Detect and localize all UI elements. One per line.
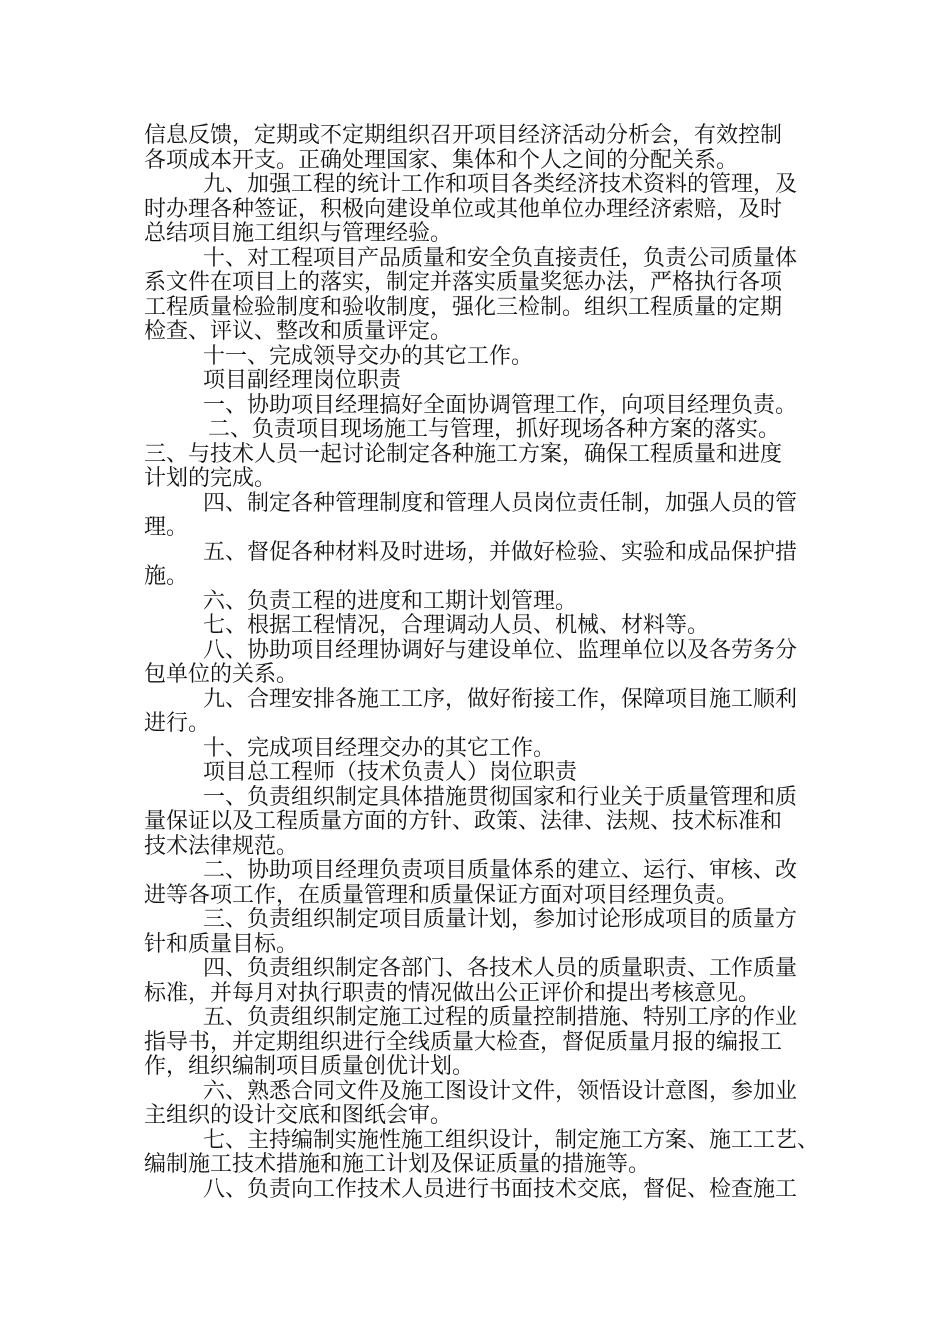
text-line: 九、加强工程的统计工作和项目各类经济技术资料的管理，及 — [203, 172, 798, 197]
text-line: 标准，并每月对执行职责的情况做出公正评价和提出考核意见。 — [144, 980, 761, 1006]
text-line: 理。 — [144, 515, 189, 540]
text-line: 五、负责组织制定施工过程的质量控制措施、特别工序的作业 — [203, 1005, 798, 1030]
text-line: 项目副经理岗位职责 — [203, 368, 402, 393]
text-line: 八、负责向工作技术人员进行书面技术交底，督促、检查施工 — [203, 1176, 798, 1202]
text-line: 工程质量检验制度和验收制度，强化三检制。组织工程质量的定期 — [144, 294, 783, 320]
text-line: 三、与技术人员一起讨论制定各种施工方案，确保工程质量和进度 — [144, 441, 783, 467]
text-line: 一、协助项目经理搞好全面协调管理工作，向项目经理负责。 — [203, 392, 798, 418]
text-line: 六、负责工程的进度和工期计划管理。 — [203, 588, 578, 614]
text-line: 十一、完成领导交办的其它工作。 — [203, 343, 534, 369]
text-line: 包单位的关系。 — [144, 662, 299, 687]
text-line: 二、负责项目现场施工与管理，抓好现场各种方案的落实。 — [208, 417, 781, 442]
text-line: 信息反馈，定期或不定期组织召开项目经济活动分析会，有效控制 — [144, 123, 783, 148]
text-line: 系文件在项目上的落实，制定并落实质量奖惩办法，严格执行各项 — [144, 270, 783, 295]
text-line: 施。 — [144, 564, 189, 589]
text-line: 十、完成项目经理交办的其它工作。 — [203, 735, 556, 761]
text-line: 作，组织编制项目质量创优计划。 — [144, 1054, 475, 1079]
text-line: 主组织的设计交底和图纸会审。 — [144, 1103, 453, 1128]
text-line: 编制施工技术措施和施工计划及保证质量的措施等。 — [144, 1152, 651, 1177]
text-line: 指导书，并定期组织进行全线质量大检查，督促质量月报的编报工 — [144, 1029, 783, 1055]
text-line: 四、制定各种管理制度和管理人员岗位责任制，加强人员的管 — [203, 490, 798, 516]
text-line: 七、根据工程情况，合理调动人员、机械、材料等。 — [203, 613, 710, 638]
text-line: 针和质量目标。 — [144, 931, 299, 957]
text-line: 五、督促各种材料及时进场，并做好检验、实验和成品保护措 — [203, 539, 798, 565]
text-line: 进行。 — [144, 711, 211, 736]
text-line: 量保证以及工程质量方面的方针、政策、法律、法规、技术标准和 — [144, 809, 783, 834]
text-line: 各项成本开支。正确处理国家、集体和个人之间的分配关系。 — [144, 147, 739, 173]
text-line: 总结项目施工组织与管理经验。 — [144, 221, 453, 246]
text-line: 计划的完成。 — [144, 466, 277, 491]
text-line: 六、熟悉合同文件及施工图设计文件，领悟设计意图，参加业 — [203, 1078, 798, 1104]
text-line: 十、对工程项目产品质量和安全负直接责任，负责公司质量体 — [203, 245, 798, 271]
text-line: 二、协助项目经理负责项目质量体系的建立、运行、审核、改 — [203, 858, 798, 883]
text-line: 七、主持编制实施性施工组织设计，制定施工方案、施工工艺、 — [203, 1127, 820, 1153]
text-line: 一、负责组织制定具体措施贯彻国家和行业关于质量管理和质 — [203, 784, 798, 810]
text-line: 三、负责组织制定项目质量计划，参加讨论形成项目的质量方 — [203, 907, 798, 932]
text-line: 项目总工程师（技术负责人）岗位职责 — [203, 760, 578, 785]
text-line: 八、协助项目经理协调好与建设单位、监理单位以及各劳务分 — [203, 637, 798, 663]
text-line: 进等各项工作，在质量管理和质量保证方面对项目经理负责。 — [144, 882, 739, 908]
text-line: 九、合理安排各施工工序，做好衔接工作，保障项目施工顺利 — [203, 686, 798, 712]
document-body — [144, 124, 828, 1202]
text-line: 四、负责组织制定各部门、各技术人员的质量职责、工作质量 — [203, 956, 798, 981]
text-line: 时办理各种签证，积极向建设单位或其他单位办理经济索赔，及时 — [144, 196, 783, 222]
text-line: 检查、评议、整改和质量评定。 — [144, 319, 453, 344]
text-line: 技术法律规范。 — [144, 833, 299, 859]
